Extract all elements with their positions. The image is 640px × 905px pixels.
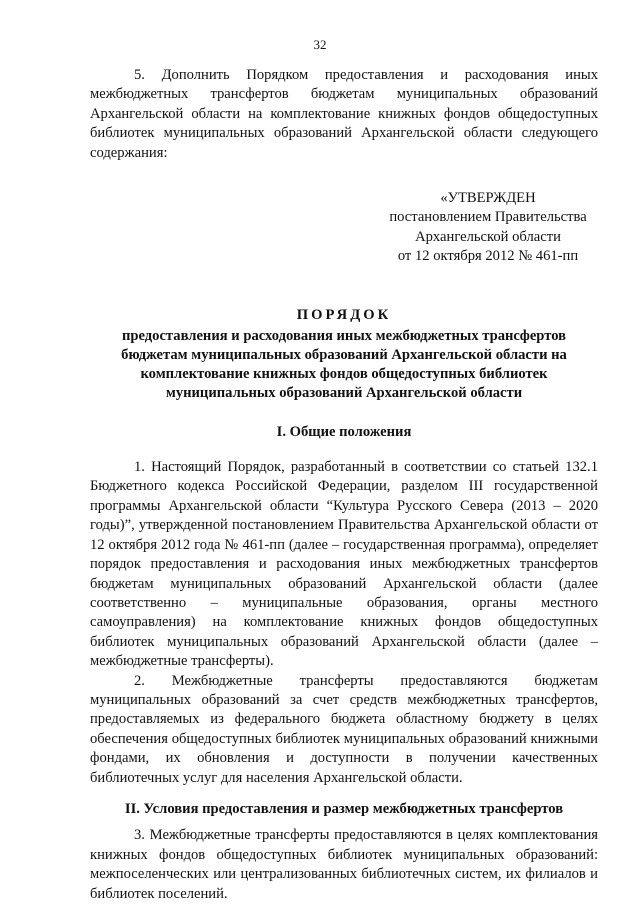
approval-line: «УТВЕРЖДЕН — [440, 190, 536, 207]
document-body — [90, 66, 598, 904]
intro-paragraph: 5. Дополнить Порядком предоставления и расходования иных межбюджетных трансфертов бюджетам муниципальных образований Архангельской области на комплектование книжных фондов общедоступных библиотек муниципальных образований Архангельской области следующего содержания: — [90, 67, 598, 161]
section-paragraph: 1. Настоящий Порядок, разработанный в соответствии со статьей 132.1 Бюджетного кодекса Российской Федерации, разделом III государственной программы Архангельской области “Культура Русского Севера (2013 – 2020 годы)”, утвержденной постановлением Правительства Архангельской области от 12 октября 2012 года № 461-пп (далее – государственная программа), определяет порядок предоставления и расходования иных межбюджетных трансфертов бюджетам муниципальных образований Архангельской области (далее соответственно – муниципальные образования, органы местного самоуправления) на комплектование книжных фондов общедоступных библиотек муниципальных образований Архангельской области (далее – межбюджетные трансферты). — [90, 459, 598, 670]
section-heading: I. Общие положения — [276, 423, 412, 440]
page-number: 32 — [313, 37, 327, 52]
section-paragraph: 3. Межбюджетные трансферты предоставляются в целях комплектования книжных фондов общедоступных библиотек муниципальных образований: межпоселенческих или централизованных библиотечных систем, их филиалов и библиотек поселений. — [90, 827, 598, 902]
section-heading: II. Условия предоставления и размер межбюджетных трансфертов — [124, 800, 564, 817]
approval-line: от 12 октября 2012 № 461-пп — [397, 248, 579, 265]
document-title: ПОРЯДОК — [296, 306, 392, 323]
approval-stamp — [90, 189, 598, 267]
document-subtitle: предоставления и расходования иных межбюджетных трансфертов бюджетам муниципальных образований Архангельской области на комплектование книжных фондов общедоступных библиотек муниципальных образований Архангельской области — [121, 327, 567, 401]
approval-line: постановлением Правительства — [389, 209, 587, 226]
approval-line: Архангельской области — [415, 228, 561, 245]
section-paragraph: 2. Межбюджетные трансферты предоставляются бюджетам муниципальных образований за счет средств межбюджетных трансфертов, предоставляемых из федерального бюджета областному бюджету в целях обеспечения общедоступных библиотек муниципальных образований книжными фондами, их обновления и доступности в получении качественных библиотечных услуг для населения Архангельской области. — [90, 672, 598, 786]
